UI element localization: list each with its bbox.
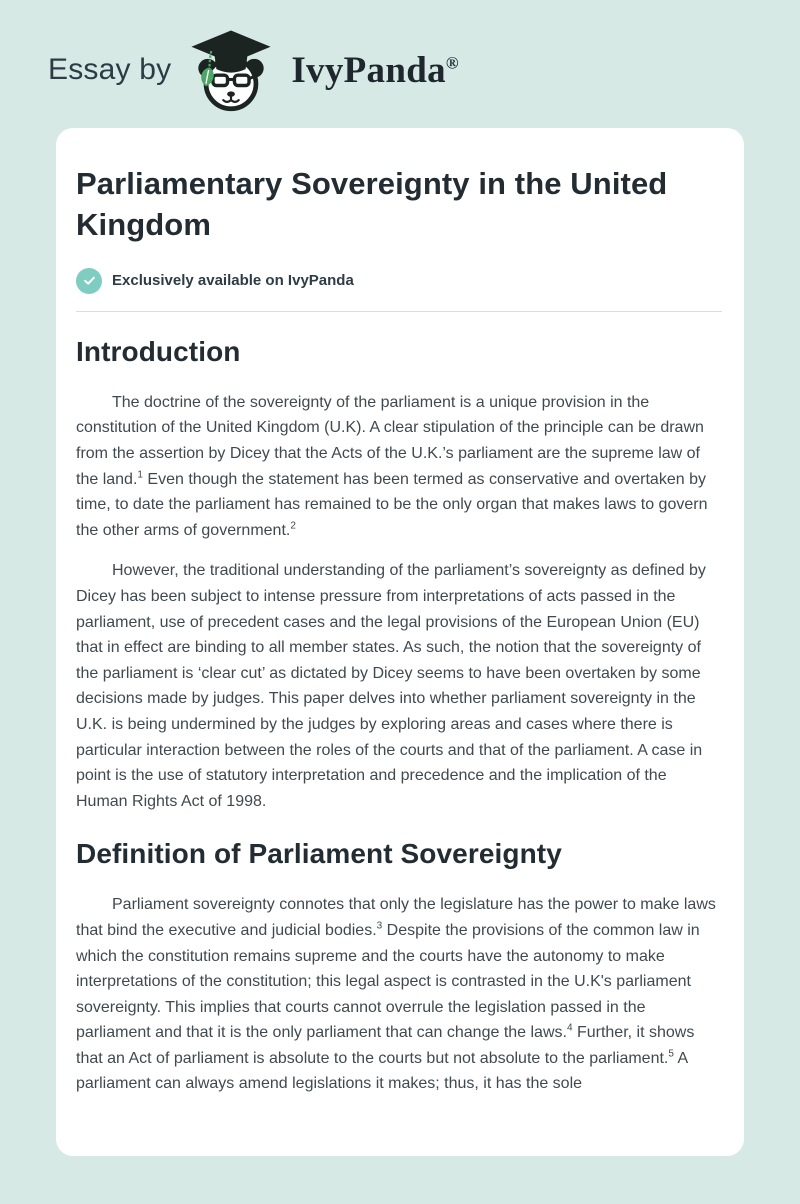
essay-card xyxy=(56,128,744,1156)
registered-mark: ® xyxy=(445,53,459,73)
divider xyxy=(76,311,722,312)
panda-graduate-icon xyxy=(185,27,277,113)
page-header xyxy=(0,0,800,128)
check-icon xyxy=(76,268,102,294)
footnote-ref: 3 xyxy=(376,920,383,932)
essay-title: Parliamentary Sovereignty in the United Kingdom xyxy=(76,166,668,242)
exclusive-badge xyxy=(76,268,722,294)
exclusive-badge-label: Exclusively available on IvyPanda xyxy=(112,272,354,290)
section-heading: Introduction xyxy=(76,335,241,367)
footnote-ref: 2 xyxy=(290,520,296,532)
section-definition xyxy=(76,838,722,1097)
section-introduction xyxy=(76,336,722,815)
footnote-ref: 5 xyxy=(668,1048,674,1060)
paragraph: However, the traditional understanding of the parliament’s sovereignty as defined by Dicey has been subject to intense pressure from interpretations of acts passed in the parliament, use of precedent cases and the legal provisions of the European Union (EU) that in effect are binding to all member states. As such, the notion that the sovereignty of the parliament is ‘clear cut’ as dictated by Dicey seems to have been overtaken by some decisions made by judges. This paper delves into whether parliament sovereignty in the U.K. is being undermined by the judges by exploring areas and cases where there is particular interaction between the roles of the courts and that of the parliament. A case in point is the use of statutory interpretation and precedence and the implication of the Human Rights Act of 1998. xyxy=(76,562,706,810)
paragraph: The doctrine of the sovereignty of the parliament is a unique provision in the constitution of the United Kingdom (U.K). A clear stipulation of the principle can be drawn from the assertion by Dicey that the Acts of the U.K.’s parliament are the supreme law of the land.$^1$ Even though the statement has been termed as conservative and overtaken by time, to date the parliament has remained to be the only organ that makes laws to govern the other arms of government.$^2$ xyxy=(76,393,708,539)
brand-name: IvyPanda® xyxy=(291,49,459,91)
paragraph: Parliament sovereignty connotes that only the legislature has the power to make laws that bind the executive and judicial bodies.$^3$ Despite the provisions of the common law in which the constitution remains supreme and the courts have the autonomy to make interpretations of the constitution; this legal aspect is contrasted in the U.K's parliament sovereignty. This implies that courts cannot overrule the legislation passed in the parliament and that it is the only parliament that can change the laws.$^4$ Further, it shows that an Act of parliament is absolute to the courts but not absolute to the parliament.$^5$ A parliament can always amend legislations it makes; thus, it has the sole xyxy=(76,896,716,1093)
section-heading: Definition of Parliament Sovereignty xyxy=(76,838,562,870)
essay-by-label: Essay by xyxy=(48,53,172,86)
footnote-ref: 1 xyxy=(137,469,143,481)
footnote-ref: 4 xyxy=(566,1022,573,1034)
